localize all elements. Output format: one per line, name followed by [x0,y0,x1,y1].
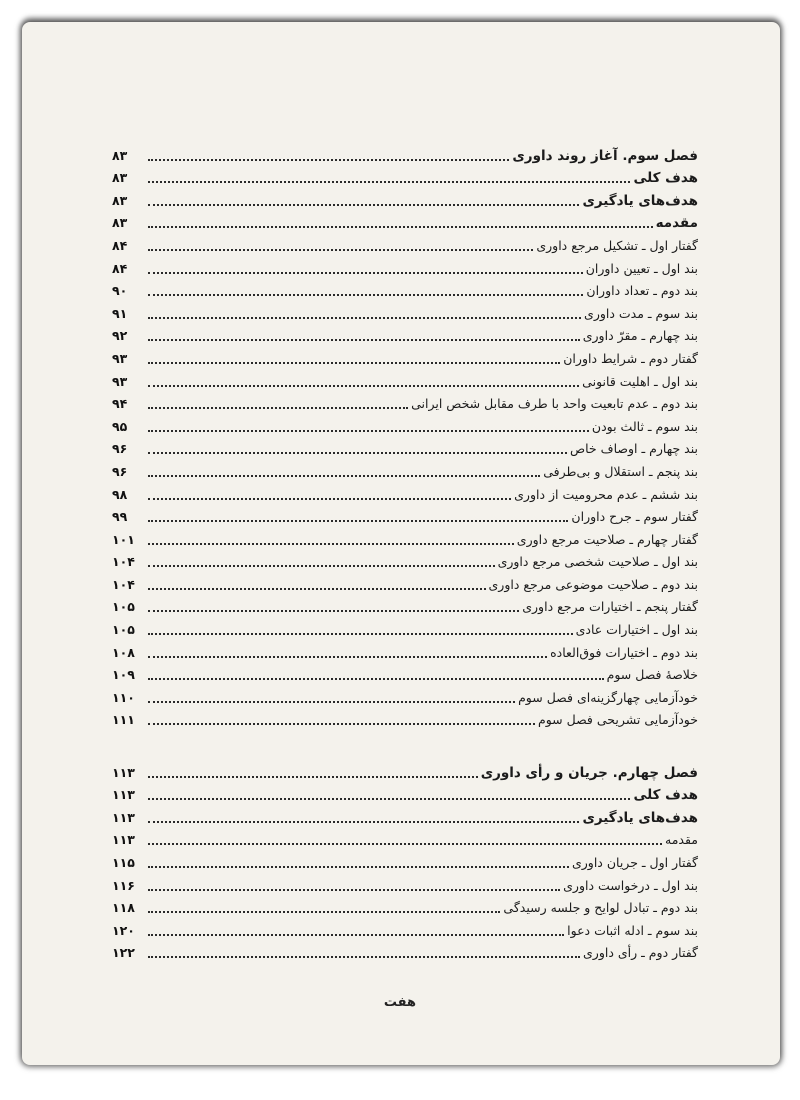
toc-entry-title: بند اول ـ اهلیت قانونی [582,373,698,389]
toc-entry-page-number: ۱۱۳ [112,787,135,803]
toc-entry-title: هدف‌های یادگیری [582,809,698,826]
toc-entry-page-number: ۱۱۶ [112,877,135,893]
toc-entry [112,939,698,962]
toc-entry [112,916,698,939]
dot-leader [148,889,560,891]
toc-entry-page-number: ۱۱۳ [112,809,135,825]
toc-entry-title: فصل چهارم. جریان و رأی داوری [480,764,698,781]
toc-entry-title: هدف کلی [633,787,698,804]
toc-entry [112,277,698,300]
dot-leader [148,520,568,522]
toc-section-3 [112,141,698,728]
toc-entry [112,683,698,706]
dot-leader [148,633,573,635]
toc-entry-title: خودآزمایی تشریحی فصل سوم [537,712,698,728]
dot-leader [148,776,478,778]
toc-entry-title: گفتار دوم ـ شرایط داوران [563,350,698,366]
toc-entry-page-number: ۱۰۹ [112,667,135,683]
dot-leader [148,723,535,725]
dot-leader [148,204,579,206]
toc-entry-page-number: ۸۴ [112,237,128,253]
dot-leader [148,362,560,364]
dot-leader [148,249,533,251]
page-number-footer: هفت [383,995,417,1010]
dot-leader [148,543,514,545]
toc-entry [112,503,698,526]
toc-entry [112,254,698,277]
toc-entry [112,480,698,503]
toc-entry-title: بند اول ـ تعیین داوران [585,260,698,276]
toc-entry-title: فصل سوم. آغاز روند داوری [512,147,698,164]
toc-entry-title: بند سوم ـ ثالث بودن [591,418,698,434]
dot-leader [148,821,579,823]
toc-entry-title: بند چهارم ـ اوصاف خاص [570,441,698,457]
toc-entry-title: بند پنجم ـ استقلال و بی‌طرفی [543,463,698,479]
toc-entry [112,209,698,232]
toc-entry [112,457,698,480]
dot-leader [148,407,408,409]
toc-entry-page-number: ۹۸ [112,486,128,502]
toc-entry-page-number: ۱۰۵ [112,599,135,615]
toc-entry-page-number: ۱۱۸ [112,900,135,916]
dot-leader [148,159,509,161]
toc-entry [112,412,698,435]
dot-leader [148,911,500,913]
toc-entry-page-number: ۸۳ [112,147,128,163]
toc-entry-page-number: ۱۰۸ [112,644,135,660]
toc-entry [112,367,698,390]
toc-section-4 [112,758,698,961]
toc-entry-page-number: ۹۳ [112,373,128,389]
dot-leader [148,798,630,800]
toc-entry-title: هدف‌های یادگیری [582,192,698,209]
dot-leader [148,498,511,500]
dot-leader [148,226,653,228]
dot-leader [148,181,630,183]
toc-entry [112,781,698,804]
toc-entry [112,570,698,593]
toc-entry-page-number: ۹۵ [112,418,128,434]
toc-entry [112,615,698,638]
toc-entry-page-number: ۸۴ [112,260,128,276]
dot-leader [148,934,564,936]
toc-entry-title: گفتار اول ـ تشکیل مرجع داوری [536,237,698,253]
toc-entry [112,164,698,187]
toc-entry-title: بند سوم ـ مدت داوری [584,305,698,321]
toc-entry-page-number: ۹۶ [112,463,128,479]
toc-entry [112,638,698,661]
toc-entry-page-number: ۸۳ [112,170,128,186]
toc-entry-page-number: ۹۱ [112,305,128,321]
toc-entry [112,758,698,781]
dot-leader [148,843,662,845]
toc-entry [112,186,698,209]
toc-entry-page-number: ۱۱۰ [112,689,135,705]
toc-entry-title: بند اول ـ صلاحیت شخصی مرجع داوری [497,554,698,570]
toc-entry-page-number: ۹۳ [112,350,128,366]
toc-entry-title: بند اول ـ اختیارات عادی [575,622,698,638]
toc-entry [112,548,698,571]
toc-entry [112,706,698,729]
dot-leader [148,430,589,432]
dot-leader [148,475,540,477]
toc-entry [112,848,698,871]
toc-entry [112,803,698,826]
dot-leader [148,385,579,387]
toc-entry-title: بند دوم ـ عدم تابعیت واحد با طرف مقابل شخص ایرانی [411,396,698,412]
toc-entry [112,322,698,345]
toc-entry-title: بند سوم ـ ادله اثبات دعوا [567,922,698,938]
toc-entry-page-number: ۹۴ [112,396,128,412]
toc-entry-page-number: ۱۱۳ [112,832,135,848]
dot-leader [148,565,495,567]
toc-entry-page-number: ۸۳ [112,215,128,231]
toc-entry [112,661,698,684]
toc-entry [112,871,698,894]
toc-entry [112,390,698,413]
toc-entry-title: گفتار اول ـ جریان داوری [571,854,698,870]
toc-entry-title: گفتار پنجم ـ اختیارات مرجع داوری [522,599,698,615]
toc-entry-title: بند دوم ـ تبادل لوایح و جلسه رسیدگی [503,900,698,916]
toc-entry [112,894,698,917]
toc-entry [112,525,698,548]
toc-entry [112,141,698,164]
dot-leader [148,588,486,590]
dot-leader [148,452,567,454]
toc-entry [112,299,698,322]
dot-leader [148,701,515,703]
dot-leader [148,317,581,319]
toc-entry [112,593,698,616]
toc-entry-page-number: ۱۰۵ [112,622,135,638]
toc-entry-page-number: ۱۱۵ [112,854,135,870]
toc-entry-title: خلاصهٔ فصل سوم [606,667,698,683]
toc-entry-page-number: ۱۰۱ [112,531,135,547]
dot-leader [148,339,580,341]
toc-entry-page-number: ۸۳ [112,192,128,208]
toc-entry-title: هدف کلی [633,170,698,187]
toc-entry-title: گفتار دوم ـ رأی داوری [583,945,698,961]
toc-entry-title: بند دوم ـ تعداد داوران [586,283,698,299]
toc-entry-title: مقدمه [665,832,698,848]
toc-entry [112,435,698,458]
toc-entry-page-number: ۹۹ [112,509,128,525]
toc-entry-title: گفتار چهارم ـ صلاحیت مرجع داوری [516,531,698,547]
toc-entry-page-number: ۱۲۲ [112,945,135,961]
toc-entry-page-number: ۹۰ [112,283,128,299]
toc-entry-page-number: ۱۱۳ [112,764,135,780]
toc-entry [112,344,698,367]
toc-entry-title: بند دوم ـ صلاحیت موضوعی مرجع داوری [488,576,698,592]
toc-entry-page-number: ۱۱۱ [112,712,135,728]
toc-entry-title: بند ششم ـ عدم محرومیت از داوری [514,486,698,502]
dot-leader [148,272,583,274]
toc-entry-title: گفتار سوم ـ جرح داوران [571,509,698,525]
dot-leader [148,610,519,612]
toc-entry-page-number: ۹۶ [112,441,128,457]
toc-entry-page-number: ۱۰۴ [112,554,135,570]
dot-leader [148,678,604,680]
dot-leader [148,956,580,958]
toc-entry-title: بند چهارم ـ مقرّ داوری [582,328,698,344]
toc-entry-title: مقدمه [655,215,698,232]
toc-entry-page-number: ۱۰۴ [112,576,135,592]
dot-leader [148,294,583,296]
toc-entry-title: بند دوم ـ اختیارات فوق‌العاده [550,644,698,660]
toc-entry [112,231,698,254]
toc-entry [112,826,698,849]
toc-entry-title: خودآزمایی چهارگزینه‌ای فصل سوم [518,689,698,705]
dot-leader [148,866,569,868]
dot-leader [148,656,547,658]
toc-entry-title: بند اول ـ درخواست داوری [563,877,698,893]
toc-entry-page-number: ۹۲ [112,328,128,344]
toc-entry-page-number: ۱۲۰ [112,922,135,938]
